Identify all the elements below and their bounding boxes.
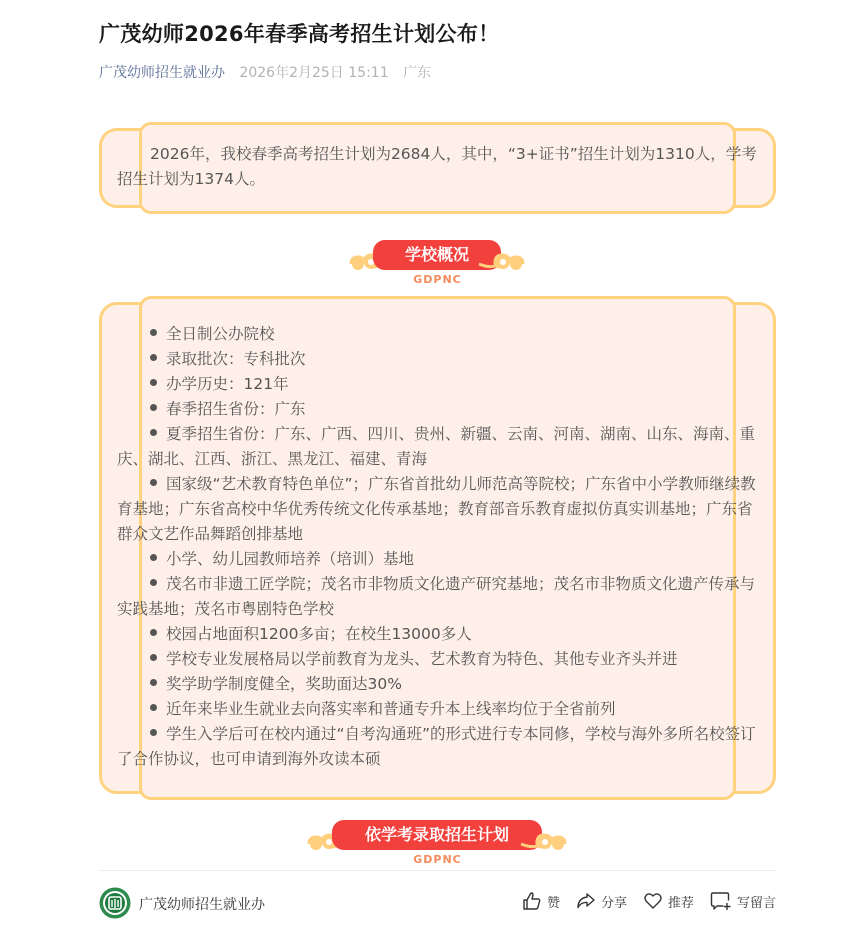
like-label: 赞 <box>546 895 560 911</box>
section-subtitle: GDPNC <box>413 273 462 286</box>
bullet-icon <box>150 404 157 411</box>
comment-label: 写留言 <box>736 895 776 911</box>
account-name[interactable]: 广茂幼师招生就业办 <box>139 897 265 913</box>
author-link[interactable]: 广茂幼师招生就业办 <box>99 65 225 81</box>
cloud-ornament-right-icon <box>477 252 525 270</box>
bullet-icon <box>150 379 157 386</box>
share-icon <box>576 891 596 911</box>
thumbs-up-icon <box>522 891 542 911</box>
list-item <box>117 722 758 772</box>
bullet-icon <box>150 679 157 686</box>
bullet-icon <box>150 579 157 586</box>
list-item-text: 全日制公办院校 <box>166 325 275 343</box>
list-item <box>117 322 758 347</box>
comment-add-icon <box>710 891 732 911</box>
list-item <box>117 547 758 572</box>
intro-content <box>117 142 758 192</box>
list-item-text: 学校专业发展格局以学前教育为龙头、艺术教育为特色、其他专业齐头并进 <box>166 650 678 668</box>
list-item <box>117 472 758 547</box>
list-item-text: 夏季招生省份：广东、广西、四川、贵州、新疆、云南、河南、湖南、山东、海南、重庆、湖北、江西、浙江、黑龙江、福建、青海 <box>117 425 756 468</box>
publish-location: 广东 <box>403 65 432 81</box>
recommend-button[interactable] <box>643 891 694 911</box>
bullet-icon <box>150 329 157 336</box>
bullet-icon <box>150 704 157 711</box>
list-item <box>117 422 758 472</box>
intro-box <box>99 122 776 214</box>
bullet-icon <box>150 429 157 436</box>
cloud-ornament-right-icon <box>519 832 567 850</box>
bullet-icon <box>150 729 157 736</box>
section-subtitle: GDPNC <box>413 853 462 866</box>
list-item <box>117 672 758 697</box>
bullet-icon <box>150 629 157 636</box>
article-meta <box>99 62 431 82</box>
share-button[interactable] <box>576 891 627 911</box>
article-title: 广茂幼师2026年春季高考招生计划公布！ <box>99 22 500 46</box>
list-item-text: 春季招生省份：广东 <box>166 400 306 418</box>
intro-text: 2026年，我校春季高考招生计划为2684人，其中，“3+证书”招生计划为1310人，学考招生计划为1374人。 <box>117 145 757 188</box>
list-item <box>117 647 758 672</box>
bullet-icon <box>150 479 157 486</box>
list-item-text: 近年来毕业生就业去向落实率和普通专升本上线率均位于全省前列 <box>166 700 616 718</box>
list-item-text: 国家级“艺术教育特色单位”；广东省首批幼儿师范高等院校；广东省中小学教师继续教育基地；广东省高校中华优秀传统文化传承基地；教育部音乐教育虚拟仿真实训基地；广东省群众文艺作品舞蹈创排基地 <box>117 475 756 543</box>
section-title: 学校概况 <box>373 240 501 270</box>
section-title: 依学考录取招生计划 <box>332 820 542 850</box>
bullet-icon <box>150 654 157 661</box>
list-item <box>117 622 758 647</box>
list-item-text: 奖学助学制度健全，奖助面达30% <box>166 675 402 693</box>
list-item-text: 办学历史：121年 <box>166 375 289 393</box>
list-item <box>117 347 758 372</box>
list-item-text: 校园占地面积1200多亩；在校生13000多人 <box>166 625 472 643</box>
bullet-icon <box>150 554 157 561</box>
section-banner-admission-plan <box>99 820 776 870</box>
share-label: 分享 <box>600 895 627 911</box>
list-item-text: 录取批次：专科批次 <box>166 350 306 368</box>
list-item-text: 学生入学后可在校内通过“自考沟通班”的形式进行专本同修，学校与海外多所名校签订了合作协议，也可申请到海外攻读本硕 <box>117 725 756 768</box>
heart-icon <box>643 891 663 911</box>
overview-list <box>117 322 758 772</box>
bullet-icon <box>150 354 157 361</box>
footer-divider <box>99 870 776 871</box>
list-item <box>117 572 758 622</box>
section-banner-overview <box>99 240 776 290</box>
list-item <box>117 397 758 422</box>
list-item-text: 小学、幼儿园教师培养（培训）基地 <box>166 550 415 568</box>
publish-time: 2026年2月25日 15:11 <box>239 65 389 81</box>
account-avatar-icon[interactable] <box>99 887 131 919</box>
overview-box <box>99 296 776 800</box>
article-actions <box>506 891 776 911</box>
recommend-label: 推荐 <box>667 895 694 911</box>
list-item-text: 茂名市非遗工匠学院；茂名市非物质文化遗产研究基地；茂名市非物质文化遗产传承与实践基地；茂名市粤剧特色学校 <box>117 575 756 618</box>
article-footer <box>99 886 776 920</box>
comment-button[interactable] <box>710 891 776 911</box>
list-item <box>117 697 758 722</box>
list-item <box>117 372 758 397</box>
like-button[interactable] <box>522 891 560 911</box>
